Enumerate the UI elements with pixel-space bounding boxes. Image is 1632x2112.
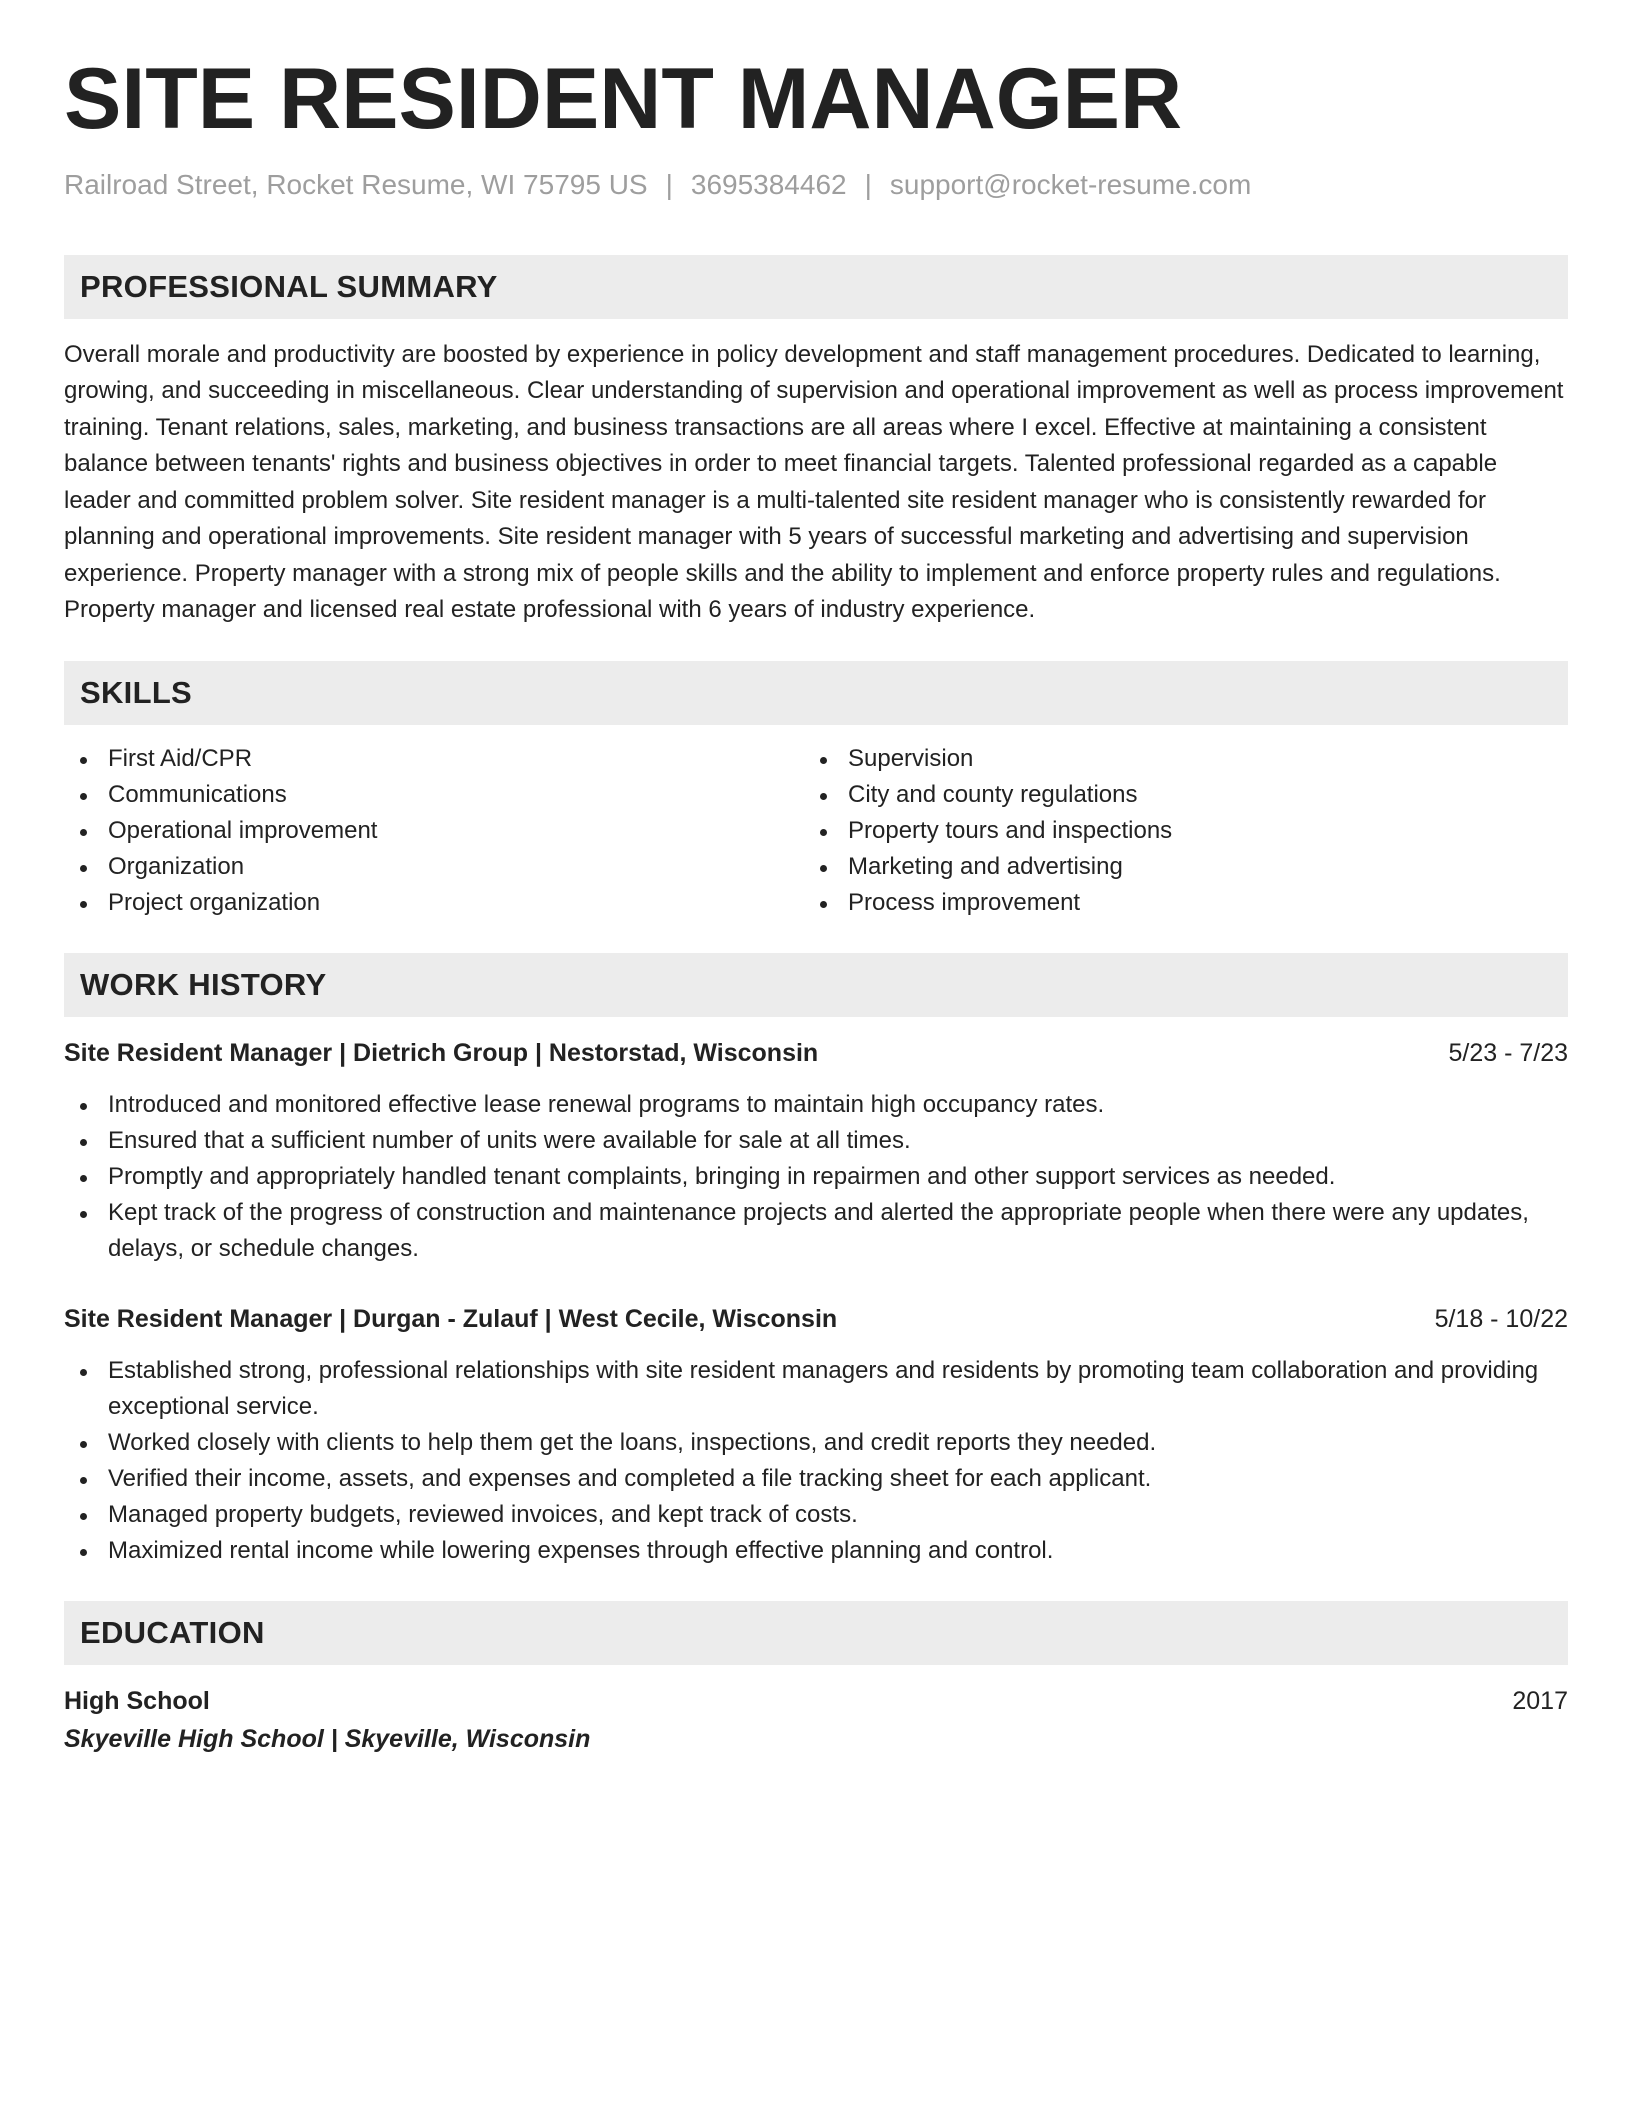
contact-email: support@rocket-resume.com	[889, 168, 1252, 200]
work-history-heading: WORK HISTORY	[64, 953, 1568, 1017]
skills-list	[64, 741, 1568, 921]
skill-item: Property tours and inspections	[804, 813, 1544, 849]
job-bullet: Promptly and appropriately handled tenant complaints, bringing in repairmen and other support services as needed.	[64, 1159, 1568, 1195]
skill-item: Communications	[64, 777, 804, 813]
education-heading: EDUCATION	[64, 1601, 1568, 1665]
summary-text: Overall morale and productivity are boosted by experience in policy development and staff management procedures. Dedicated to learning, growing, and succeeding in miscellaneous. Clear understanding of supervision and operational improvement as well as process improvement training. Tenant relations, sales, marketing, and business transactions are all areas where I excel. Effective at maintaining a consistent balance between tenants' rights and business objectives in order to meet financial targets. Talented professional regarded as a capable leader and committed problem solver. Site resident manager is a multi-talented site resident manager who is consistently rewarded for planning and operational improvements. Site resident manager with 5 years of successful marketing and advertising and supervision experience. Property manager with a strong mix of people skills and the ability to implement and enforce property rules and regulations. Property manager and licensed real estate professional with 6 years of industry experience.	[64, 340, 1564, 624]
contact-separator: |	[864, 168, 872, 200]
job-header	[64, 1301, 1568, 1337]
job-bullet: Kept track of the progress of construction and maintenance projects and alerted the appropriate people when there were any updates, delays, or schedule changes.	[64, 1195, 1568, 1267]
job-bullet: Verified their income, assets, and expenses and completed a file tracking sheet for each applicant.	[64, 1461, 1568, 1497]
skill-item: Project organization	[64, 885, 804, 921]
contact-address: Railroad Street, Rocket Resume, WI 75795 US	[64, 168, 648, 200]
job-bullet: Established strong, professional relationships with site resident managers and residents by promoting team collaboration and providing exceptional service.	[64, 1353, 1568, 1425]
skill-item: Supervision	[804, 741, 1544, 777]
job-dates: 5/18 - 10/22	[1434, 1304, 1568, 1333]
education-school: Skyeville High School | Skyeville, Wisconsin	[64, 1724, 591, 1753]
job-dates: 5/23 - 7/23	[1448, 1038, 1568, 1067]
contact-separator: |	[665, 168, 673, 200]
job-bullets	[64, 1353, 1568, 1569]
skills-heading: SKILLS	[64, 661, 1568, 725]
skill-item: Marketing and advertising	[804, 849, 1544, 885]
skill-item: First Aid/CPR	[64, 741, 804, 777]
education-degree: High School	[64, 1686, 210, 1715]
contact-line	[64, 167, 1568, 203]
skill-item: Process improvement	[804, 885, 1544, 921]
job-bullet: Introduced and monitored effective lease renewal programs to maintain high occupancy rates.	[64, 1087, 1568, 1123]
contact-phone: 3695384462	[690, 168, 847, 200]
skills-column-left	[64, 741, 804, 921]
resume-name: SITE RESIDENT MANAGER	[64, 51, 1183, 147]
skill-item: City and county regulations	[804, 777, 1544, 813]
job-bullet: Managed property budgets, reviewed invoices, and kept track of costs.	[64, 1497, 1568, 1533]
job-bullet: Ensured that a sufficient number of units were available for sale at all times.	[64, 1123, 1568, 1159]
skill-item: Operational improvement	[64, 813, 804, 849]
education-year: 2017	[1512, 1686, 1568, 1715]
job-title: Site Resident Manager | Dietrich Group | Nestorstad, Wisconsin	[64, 1038, 819, 1067]
job-header	[64, 1035, 1568, 1071]
job-title: Site Resident Manager | Durgan - Zulauf | West Cecile, Wisconsin	[64, 1304, 838, 1333]
skill-item: Organization	[64, 849, 804, 885]
job-bullet: Maximized rental income while lowering expenses through effective planning and control.	[64, 1533, 1568, 1569]
education-header	[64, 1683, 1568, 1719]
skills-column-right	[804, 741, 1544, 921]
job-bullets	[64, 1087, 1568, 1267]
summary-heading: PROFESSIONAL SUMMARY	[64, 255, 1568, 319]
job-bullet: Worked closely with clients to help them get the loans, inspections, and credit reports they needed.	[64, 1425, 1568, 1461]
